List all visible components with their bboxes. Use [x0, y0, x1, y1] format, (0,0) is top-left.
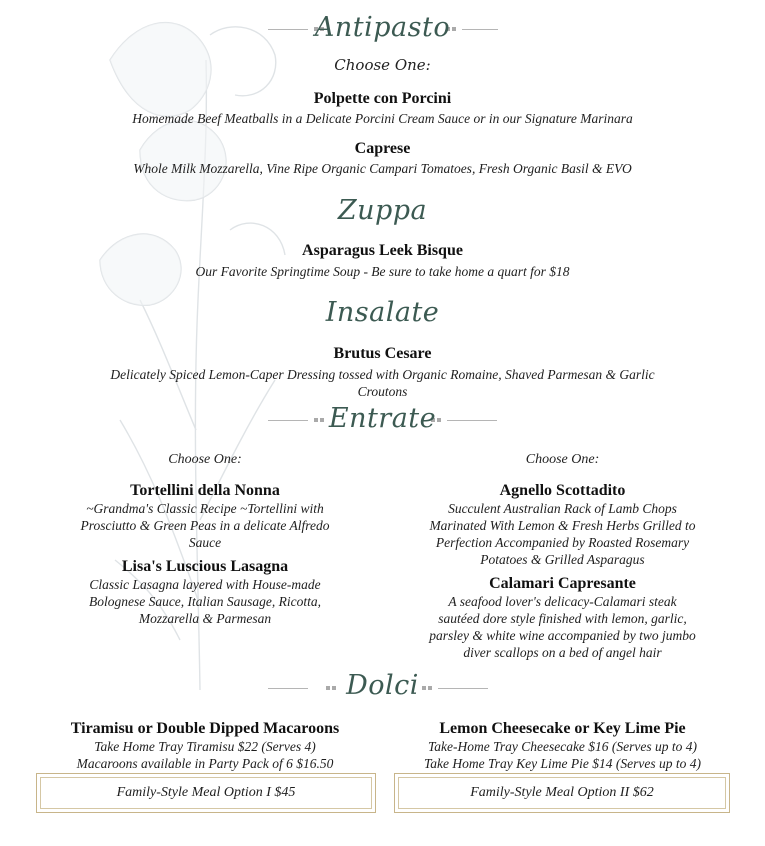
meal-option-box	[394, 773, 730, 813]
zuppa-title: Zuppa	[337, 195, 428, 226]
dish-description: Mozzarella & Parmesan	[138, 611, 272, 626]
dish-description: Croutons	[357, 384, 408, 399]
antipasto-subtitle: Choose One:	[334, 56, 431, 74]
meal-option-label: Family-Style Meal Option II $62	[398, 777, 726, 809]
dish-name: Tiramisu or Double Dipped Macaroons	[70, 720, 340, 737]
dish-name: Asparagus Leek Bisque	[302, 242, 463, 259]
dish-description: Perfection Accompanied by Roasted Rosemary	[435, 535, 690, 550]
dolci-left-column	[20, 719, 390, 772]
dish-description: Potatoes & Grilled Asparagus	[480, 552, 645, 567]
dish-description: Macaroons available in Party Pack of 6 $16.50	[76, 756, 334, 771]
dish-name: Lemon Cheesecake or Key Lime Pie	[439, 720, 686, 737]
meal-option-box	[36, 773, 376, 813]
dish-name: Lisa's Luscious Lasagna	[121, 558, 289, 575]
meal-option-label: Family-Style Meal Option I $45	[40, 777, 372, 809]
dish-name: Agnello Scottadito	[499, 482, 626, 499]
dish-description: Delicately Spiced Lemon-Caper Dressing tossed with Organic Romaine, Shaved Parmesan & Garlic	[110, 367, 655, 382]
dish-description: Sauce	[188, 535, 222, 550]
entrate-right-column	[385, 452, 740, 661]
dish-name: Brutus Cesare	[333, 345, 432, 362]
dolci-title: Dolci	[346, 670, 419, 701]
antipasto-title: Antipasto	[314, 12, 451, 43]
choose-label: Choose One:	[525, 452, 600, 467]
entrate-title: Entrate	[328, 403, 437, 434]
dish-description: Homemade Beef Meatballs in a Delicate Porcini Cream Sauce or in our Signature Marinara	[132, 111, 633, 126]
dish-description: Marinated With Lemon & Fresh Herbs Grilled to	[429, 518, 696, 533]
dish-description: diver scallops on a bed of angel hair	[463, 645, 662, 660]
dish-description: A seafood lover's delicacy-Calamari steak	[448, 594, 677, 609]
dish-description: Prosciutto & Green Peas in a delicate Alfredo	[80, 518, 330, 533]
dish-description: ~Grandma's Classic Recipe ~Tortellini with	[86, 501, 324, 516]
entrate-left-column	[30, 452, 380, 627]
dish-name: Caprese	[354, 140, 411, 157]
dolci-right-column	[385, 719, 740, 772]
dish-description: Whole Milk Mozzarella, Vine Ripe Organic Campari Tomatoes, Fresh Organic Basil & EVO	[133, 161, 632, 176]
insalate-title: Insalate	[325, 297, 440, 328]
dish-description: Take Home Tray Tiramisu $22 (Serves 4)	[94, 739, 316, 754]
dish-description: Classic Lasagna layered with House-made	[89, 577, 321, 592]
dish-name: Polpette con Porcini	[313, 90, 452, 107]
dish-name: Tortellini della Nonna	[130, 482, 280, 499]
dish-name: Calamari Capresante	[489, 575, 636, 592]
dish-description: Take Home Tray Key Lime Pie $14 (Serves up to 4)	[424, 756, 701, 771]
dish-description: Succulent Australian Rack of Lamb Chops	[448, 501, 677, 516]
dish-description: Take-Home Tray Cheesecake $16 (Serves up to 4)	[427, 739, 698, 754]
dish-description: Our Favorite Springtime Soup - Be sure to take home a quart for $18	[195, 264, 570, 279]
dish-description: sautéed dore style finished with lemon, garlic,	[438, 611, 687, 626]
dish-description: Bolognese Sauce, Italian Sausage, Ricotta,	[88, 594, 322, 609]
dish-description: parsley & white wine accompanied by two jumbo	[429, 628, 696, 643]
choose-label: Choose One:	[168, 452, 242, 467]
